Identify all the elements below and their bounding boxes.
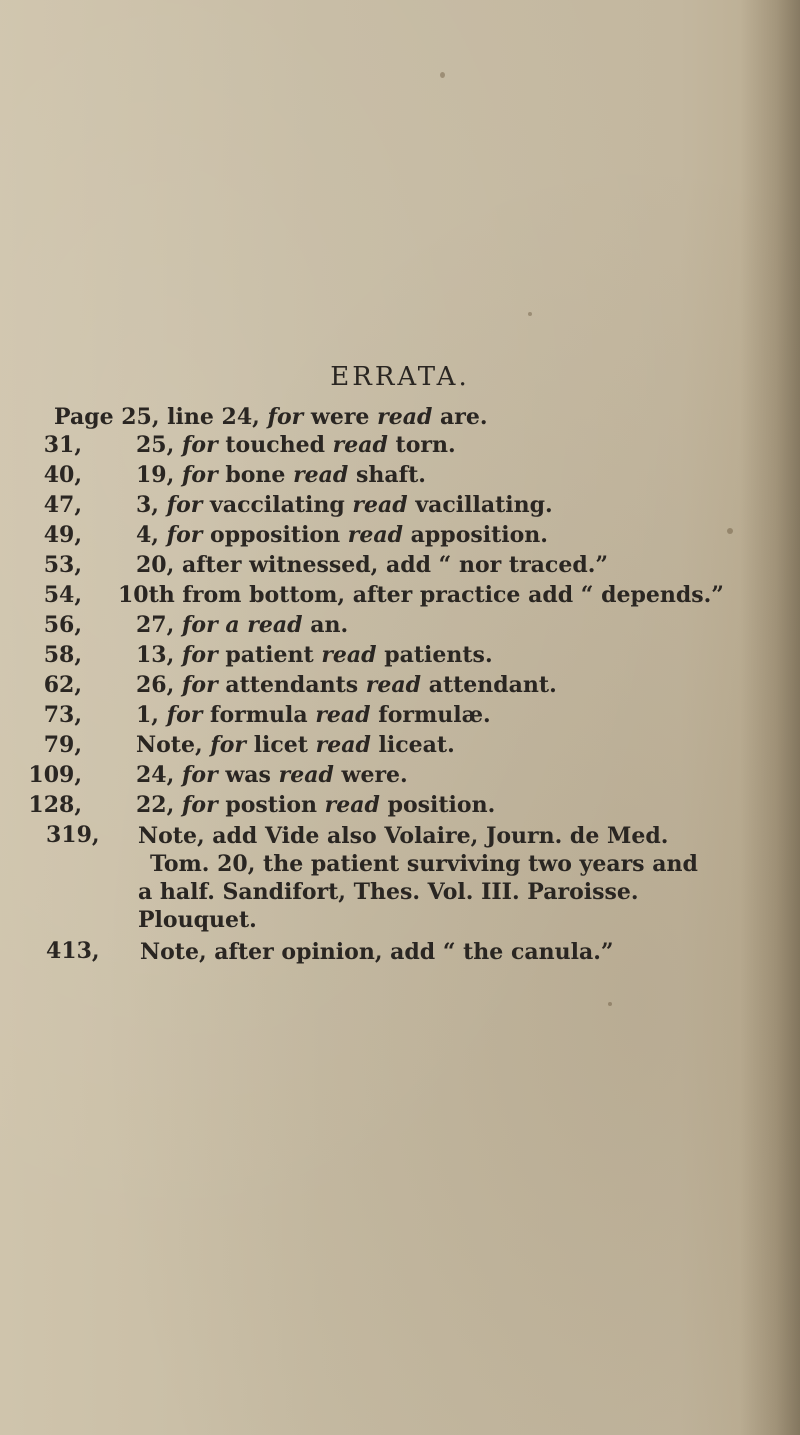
note-413-text: Note, after opinion, add “ the canula.” xyxy=(140,939,614,965)
entry-page: 79, xyxy=(43,732,82,758)
note-line: Plouquet. xyxy=(138,907,257,933)
errata-entry: 109, 24, for was read were. xyxy=(28,762,408,788)
entry-page: 31, xyxy=(43,432,82,458)
lead-correct-word: are. xyxy=(440,404,488,430)
entry-page: 73, xyxy=(43,702,82,728)
note-319-text xyxy=(138,822,718,934)
lead-page-line: Page 25, line 24, xyxy=(54,404,260,430)
ink-speck xyxy=(608,1002,612,1006)
errata-entry: 40, 19, for bone read shaft. xyxy=(43,462,426,488)
errata-entry: 58, 13, for patient read patients. xyxy=(43,642,493,668)
entry-page: 58, xyxy=(43,642,82,668)
note-line: Tom. 20, the patient surviving two years and xyxy=(150,851,698,877)
entry-page: 54, xyxy=(43,582,82,608)
entry-page: 40, xyxy=(43,462,82,488)
page-title: ERRATA. xyxy=(330,362,470,392)
ink-speck xyxy=(440,72,445,78)
entry-page: 56, xyxy=(43,612,82,638)
entry-page: 47, xyxy=(43,492,82,518)
errata-entry: 47, 3, for vaccilating read vacillating. xyxy=(43,492,553,518)
note-line: a half. Sandifort, Thes. Vol. III. Paroisse. xyxy=(138,879,639,905)
entry-page: 62, xyxy=(43,672,82,698)
entry-text: 10th from bottom, after practice add “ depends.” xyxy=(118,582,724,608)
errata-entry: 128, 22, for postion read position. xyxy=(28,792,496,818)
ink-speck xyxy=(528,312,532,316)
note-413-page: 413, xyxy=(46,938,100,964)
lead-read: read xyxy=(377,404,433,430)
entry-page: 128, xyxy=(28,792,82,818)
errata-lead-entry xyxy=(54,404,488,430)
entry-page: 49, xyxy=(43,522,82,548)
note-line: Note, add Vide also Volaire, Journ. de Med. xyxy=(138,823,669,849)
errata-entry: 79, Note, for licet read liceat. xyxy=(43,732,455,758)
errata-entry: 73, 1, for formula read formulæ. xyxy=(43,702,491,728)
errata-entry: 62, 26, for attendants read attendant. xyxy=(43,672,557,698)
note-319-page: 319, xyxy=(46,822,100,848)
errata-entry-wide xyxy=(0,582,800,612)
errata-entry: 56, 27, for a read an. xyxy=(43,612,349,638)
errata-entry: 31, 25, for touched read torn. xyxy=(43,432,456,458)
errata-entry: 53, 20, after witnessed, add “ nor traced.” xyxy=(43,552,609,578)
entry-page: 109, xyxy=(28,762,82,788)
lead-wrong-word: were xyxy=(310,404,370,430)
lead-for: for xyxy=(267,404,304,430)
errata-entry: 49, 4, for opposition read apposition. xyxy=(43,522,548,548)
entry-page: 53, xyxy=(43,552,82,578)
